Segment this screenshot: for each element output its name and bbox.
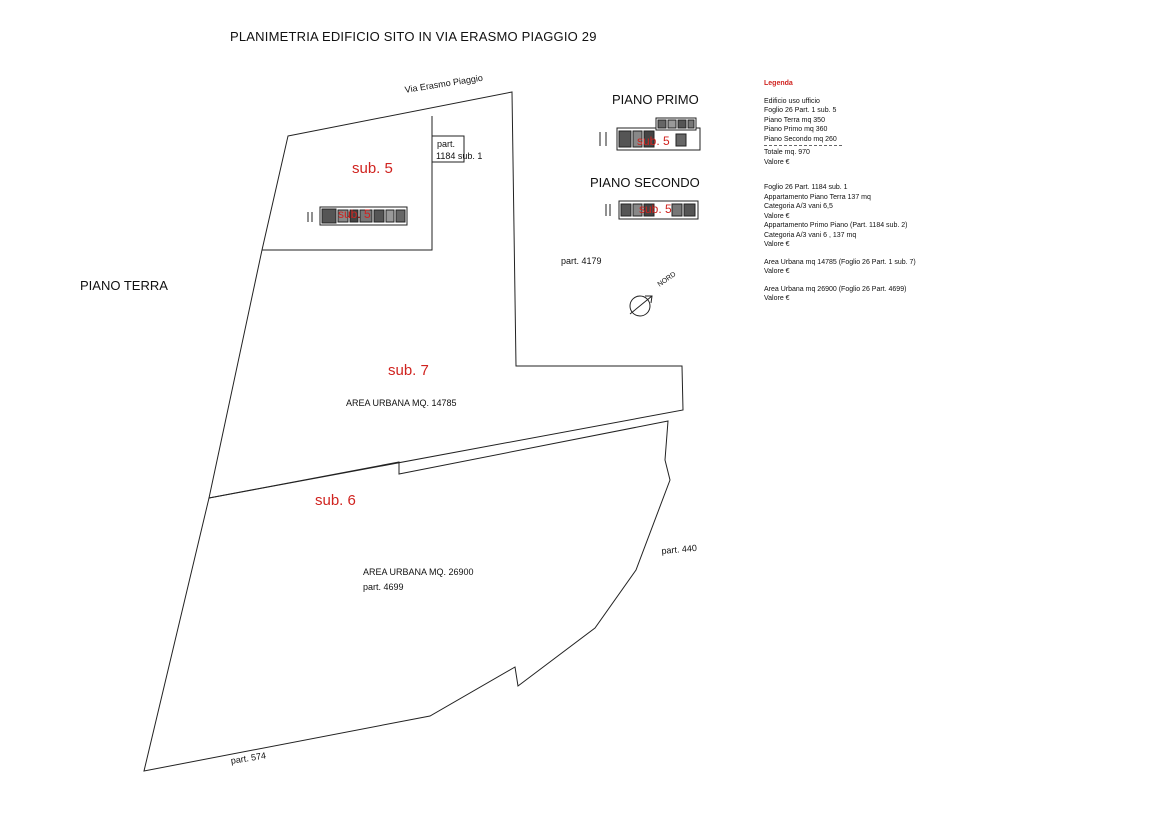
legend-line: Area Urbana mq 26900 (Foglio 26 Part. 4699): [764, 285, 907, 293]
legend-line: Categoria A/3 vani 6,5: [764, 203, 833, 210]
legend-line: Piano Primo mq 360: [764, 126, 828, 133]
legend-line: Piano Terra mq 350: [764, 116, 825, 124]
label-piano-secondo: PIANO SECONDO: [590, 175, 700, 190]
legend-line: Valore €: [764, 295, 790, 302]
parcel-sub6-outline: [144, 421, 670, 771]
page-title: PLANIMETRIA EDIFICIO SITO IN VIA ERASMO PIAGGIO 29: [230, 29, 597, 44]
sub7-label: sub. 7: [388, 362, 429, 379]
legend-divider: [764, 145, 842, 146]
part-4179-label: part. 4179: [561, 256, 602, 266]
legend-line: Edificio uso ufficio: [764, 97, 820, 105]
part-1184-label-a: part.: [437, 139, 456, 149]
north-arrow-icon: [630, 296, 652, 316]
part-4699-label: part. 4699: [363, 582, 404, 592]
area-urbana-sub6-label: AREA URBANA MQ. 26900: [363, 567, 474, 577]
label-piano-primo: PIANO PRIMO: [612, 92, 699, 107]
legend-line: Foglio 26 Part. 1184 sub. 1: [764, 184, 848, 191]
legend-line: Valore €: [764, 212, 790, 220]
legend-line: Totale mq. 970: [764, 149, 810, 156]
legend-line: Appartamento Piano Terra 137 mq: [764, 193, 871, 201]
legend-line: Valore €: [764, 241, 790, 248]
sub6-label: sub. 6: [315, 492, 356, 509]
plan-ground-sub-label: sub. 5: [338, 207, 371, 221]
legend-line: Appartamento Primo Piano (Part. 1184 sub. 2): [764, 222, 908, 229]
legend-line: Area Urbana mq 14785 (Foglio 26 Part. 1 sub. 7): [764, 258, 916, 266]
part-1184-label-b: 1184 sub. 1: [436, 151, 483, 161]
legend-line: Piano Secondo mq 260: [764, 135, 837, 143]
sub5-label: sub. 5: [352, 160, 393, 177]
label-piano-terra: PIANO TERRA: [80, 278, 168, 293]
legend-line: Valore €: [764, 268, 790, 275]
plan-second-sub-label: sub. 5: [639, 202, 672, 216]
north-label: NORD: [656, 270, 678, 289]
legend-line: Valore €: [764, 158, 790, 166]
street-label: Via Erasmo Piaggio: [404, 72, 484, 95]
part-574-label: part. 574: [230, 750, 267, 766]
legend-line: Foglio 26 Part. 1 sub. 5: [764, 107, 837, 114]
legend-title: Legenda: [764, 80, 793, 87]
legend: [764, 79, 984, 304]
plan-first-sub-label: sub. 5: [637, 134, 670, 148]
area-urbana-sub7-label: AREA URBANA MQ. 14785: [346, 398, 457, 408]
part-440-label: part. 440: [661, 542, 698, 556]
legend-line: Categoria A/3 vani 6 , 137 mq: [764, 231, 857, 239]
